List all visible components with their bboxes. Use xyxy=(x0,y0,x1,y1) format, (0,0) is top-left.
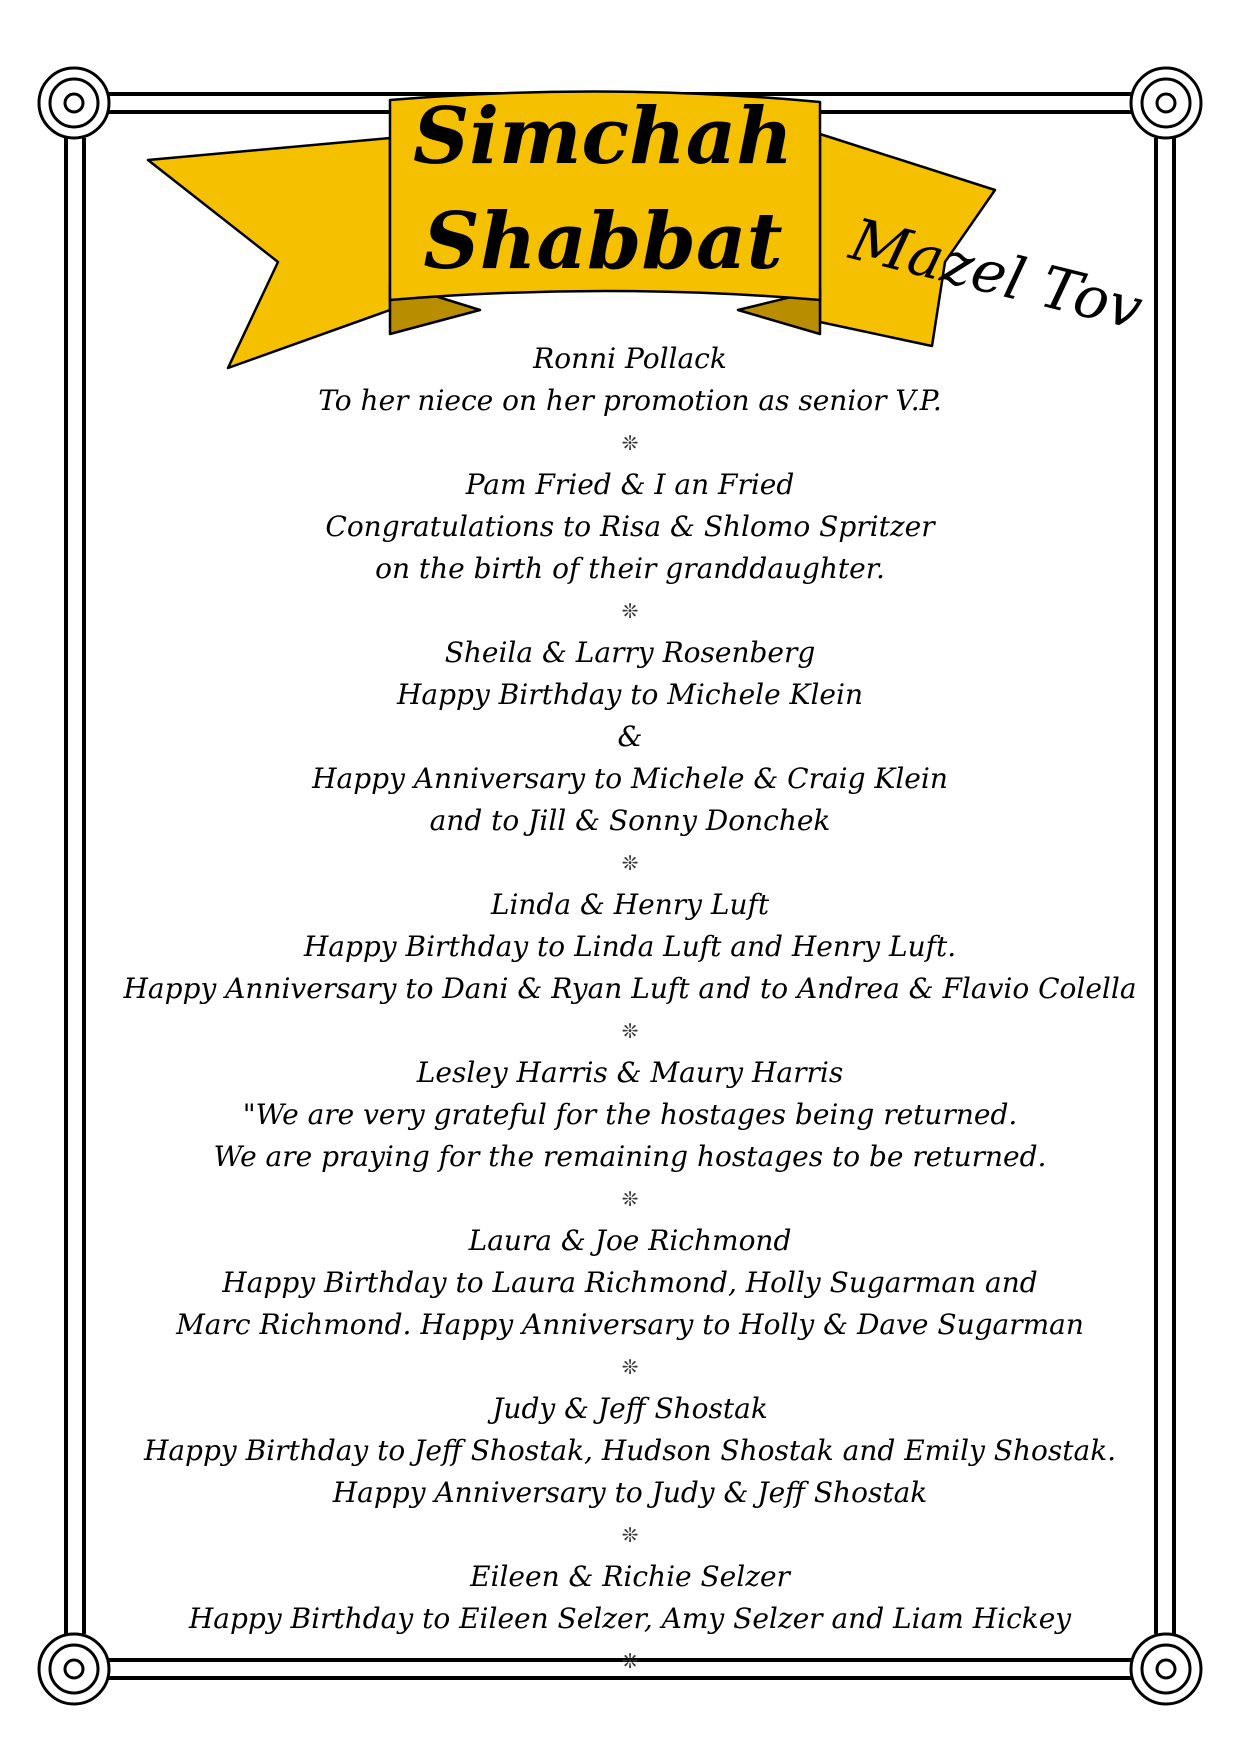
separator-icon: ❊ xyxy=(621,1355,639,1379)
entry-message-line: To her niece on her promotion as senior V.P. xyxy=(318,384,942,417)
separator-icon: ❊ xyxy=(621,1187,639,1211)
entry-donor-name: Ronni Pollack xyxy=(533,342,727,375)
entry-donor-name: Pam Fried & I an Fried xyxy=(465,468,795,501)
separator-icon: ❊ xyxy=(621,431,639,455)
simcha-entries-list xyxy=(120,338,1140,1682)
mazel-tov-tagline: Mazel Tov xyxy=(843,205,1150,344)
entry-donor-name: Judy & Jeff Shostak xyxy=(492,1392,768,1425)
list-item xyxy=(120,1220,1140,1388)
page-title-line-1: Simchah xyxy=(413,91,793,182)
entry-message-line: on the birth of their granddaughter. xyxy=(375,552,885,585)
entry-message-line: & xyxy=(617,720,643,753)
list-item xyxy=(120,884,1140,1052)
list-item xyxy=(120,632,1140,884)
entry-message-line: Happy Birthday to Eileen Selzer, Amy Selzer and Liam Hickey xyxy=(188,1602,1072,1635)
entry-message-line: and to Jill & Sonny Donchek xyxy=(429,804,831,837)
entry-donor-name: Lesley Harris & Maury Harris xyxy=(416,1056,844,1089)
list-item xyxy=(120,464,1140,632)
entry-message-line: Happy Anniversary to Dani & Ryan Luft and to Andrea & Flavio Colella xyxy=(123,972,1137,1005)
entry-donor-name: Eileen & Richie Selzer xyxy=(470,1560,790,1593)
separator-icon: ❊ xyxy=(621,1019,639,1043)
page-title-line-2: Shabbat xyxy=(423,196,783,287)
corner-rosette-bottom-right-icon xyxy=(1131,1634,1201,1704)
list-item xyxy=(120,1052,1140,1220)
entry-message-line: We are praying for the remaining hostages to be returned. xyxy=(213,1140,1047,1173)
entry-message-line: "We are very grateful for the hostages being returned. xyxy=(242,1098,1018,1131)
separator-icon: ❊ xyxy=(621,1649,639,1673)
entry-donor-name: Sheila & Larry Rosenberg xyxy=(444,636,816,669)
entry-message-line: Happy Birthday to Linda Luft and Henry Luft. xyxy=(303,930,957,963)
entry-message-line: Happy Anniversary to Michele & Craig Klein xyxy=(312,762,948,795)
entry-message-line: Happy Birthday to Jeff Shostak, Hudson Shostak and Emily Shostak. xyxy=(143,1434,1117,1467)
entry-message-line: Happy Anniversary to Judy & Jeff Shostak xyxy=(332,1476,928,1509)
list-item xyxy=(120,1388,1140,1556)
list-item xyxy=(120,1556,1140,1682)
corner-rosette-bottom-left-icon xyxy=(39,1634,109,1704)
entry-message-line: Marc Richmond. Happy Anniversary to Holly & Dave Sugarman xyxy=(176,1308,1084,1341)
separator-icon: ❊ xyxy=(621,1523,639,1547)
entry-message-line: Happy Birthday to Laura Richmond, Holly Sugarman and xyxy=(222,1266,1038,1299)
list-item xyxy=(120,338,1140,464)
entry-donor-name: Linda & Henry Luft xyxy=(490,888,770,921)
entry-message-line: Congratulations to Risa & Shlomo Spritzer xyxy=(325,510,935,543)
entry-donor-name: Laura & Joe Richmond xyxy=(468,1224,792,1257)
entry-message-line: Happy Birthday to Michele Klein xyxy=(397,678,863,711)
ribbon-left-tail xyxy=(148,138,390,368)
separator-icon: ❊ xyxy=(621,599,639,623)
separator-icon: ❊ xyxy=(621,851,639,875)
